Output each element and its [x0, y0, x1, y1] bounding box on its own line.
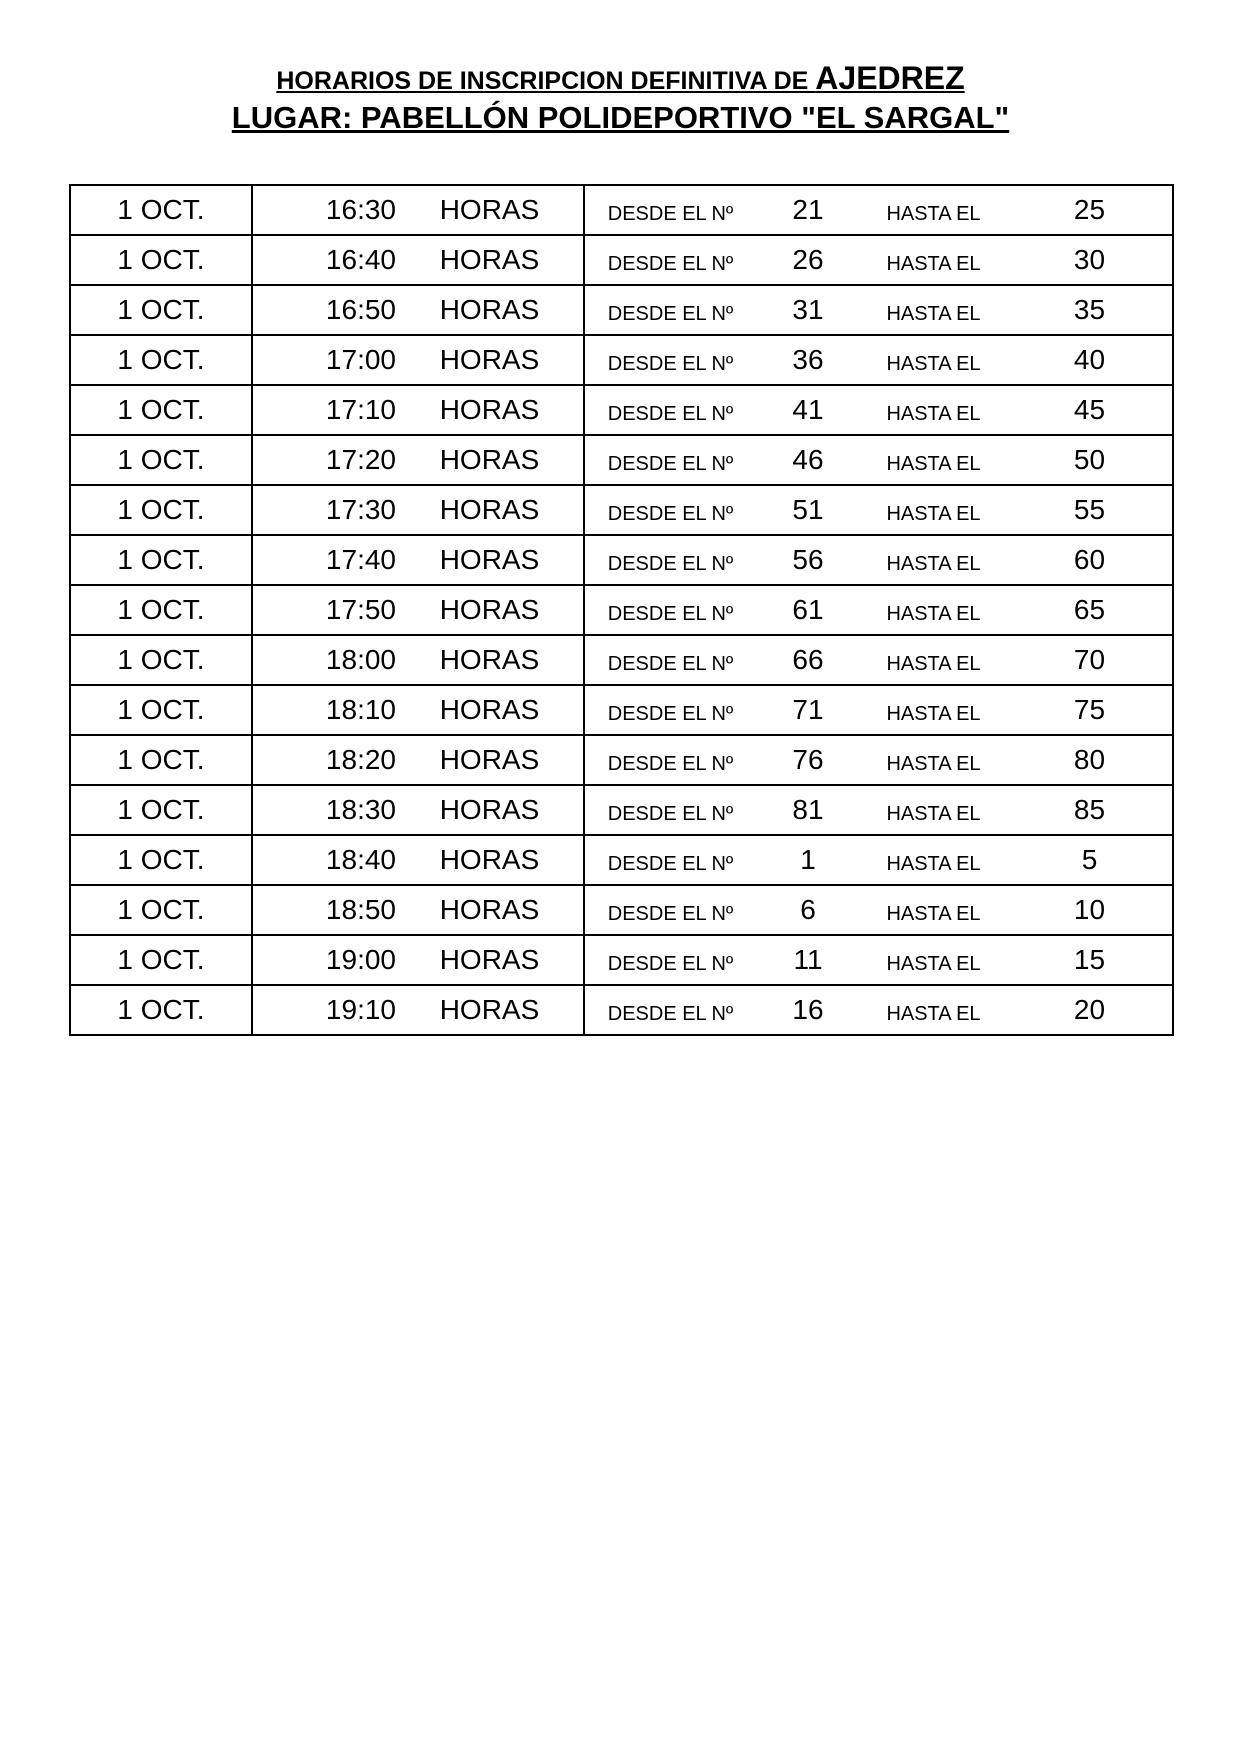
from-label-cell: DESDE EL Nº [584, 785, 756, 835]
from-number-cell: 31 [756, 285, 860, 335]
to-label-cell: HASTA EL [860, 585, 1007, 635]
to-number-cell: 10 [1007, 885, 1173, 935]
from-number-cell: 46 [756, 435, 860, 485]
date-cell: 1 OCT. [70, 885, 252, 935]
time-cell: 16:50 [252, 285, 396, 335]
unit-cell: HORAS [396, 285, 584, 335]
unit-cell: HORAS [396, 335, 584, 385]
time-cell: 18:30 [252, 785, 396, 835]
to-label-cell: HASTA EL [860, 235, 1007, 285]
from-number-cell: 81 [756, 785, 860, 835]
to-label-cell: HASTA EL [860, 685, 1007, 735]
from-label-cell: DESDE EL Nº [584, 285, 756, 335]
to-number-cell: 15 [1007, 935, 1173, 985]
time-cell: 19:00 [252, 935, 396, 985]
from-number-cell: 6 [756, 885, 860, 935]
table-row [70, 185, 1173, 235]
from-label-cell: DESDE EL Nº [584, 535, 756, 585]
to-label-cell: HASTA EL [860, 535, 1007, 585]
from-number-cell: 1 [756, 835, 860, 885]
to-label-cell: HASTA EL [860, 435, 1007, 485]
from-label-cell: DESDE EL Nº [584, 585, 756, 635]
from-label-cell: DESDE EL Nº [584, 635, 756, 685]
unit-cell: HORAS [396, 185, 584, 235]
to-label-cell: HASTA EL [860, 285, 1007, 335]
to-label-cell: HASTA EL [860, 185, 1007, 235]
from-number-cell: 11 [756, 935, 860, 985]
from-number-cell: 36 [756, 335, 860, 385]
to-label-cell: HASTA EL [860, 935, 1007, 985]
table-row [70, 885, 1173, 935]
table-row [70, 685, 1173, 735]
to-number-cell: 50 [1007, 435, 1173, 485]
to-number-cell: 70 [1007, 635, 1173, 685]
unit-cell: HORAS [396, 485, 584, 535]
date-cell: 1 OCT. [70, 935, 252, 985]
date-cell: 1 OCT. [70, 485, 252, 535]
unit-cell: HORAS [396, 535, 584, 585]
to-number-cell: 30 [1007, 235, 1173, 285]
from-number-cell: 71 [756, 685, 860, 735]
table-row [70, 535, 1173, 585]
to-label-cell: HASTA EL [860, 385, 1007, 435]
from-number-cell: 21 [756, 185, 860, 235]
table-row [70, 735, 1173, 785]
date-cell: 1 OCT. [70, 435, 252, 485]
table-row [70, 285, 1173, 335]
date-cell: 1 OCT. [70, 985, 252, 1035]
from-number-cell: 61 [756, 585, 860, 635]
to-number-cell: 40 [1007, 335, 1173, 385]
date-cell: 1 OCT. [70, 835, 252, 885]
date-cell: 1 OCT. [70, 785, 252, 835]
from-number-cell: 56 [756, 535, 860, 585]
date-cell: 1 OCT. [70, 235, 252, 285]
table-row [70, 785, 1173, 835]
unit-cell: HORAS [396, 635, 584, 685]
unit-cell: HORAS [396, 885, 584, 935]
table-row [70, 335, 1173, 385]
from-label-cell: DESDE EL Nº [584, 985, 756, 1035]
date-cell: 1 OCT. [70, 385, 252, 435]
unit-cell: HORAS [396, 785, 584, 835]
time-cell: 18:00 [252, 635, 396, 685]
time-cell: 17:40 [252, 535, 396, 585]
from-label-cell: DESDE EL Nº [584, 385, 756, 435]
from-number-cell: 41 [756, 385, 860, 435]
from-number-cell: 76 [756, 735, 860, 785]
to-number-cell: 45 [1007, 385, 1173, 435]
date-cell: 1 OCT. [70, 685, 252, 735]
time-cell: 17:20 [252, 435, 396, 485]
table-row [70, 385, 1173, 435]
from-number-cell: 26 [756, 235, 860, 285]
table-row [70, 435, 1173, 485]
from-number-cell: 51 [756, 485, 860, 535]
time-cell: 18:40 [252, 835, 396, 885]
unit-cell: HORAS [396, 685, 584, 735]
from-label-cell: DESDE EL Nº [584, 935, 756, 985]
unit-cell: HORAS [396, 385, 584, 435]
time-cell: 17:10 [252, 385, 396, 435]
unit-cell: HORAS [396, 735, 584, 785]
to-label-cell: HASTA EL [860, 885, 1007, 935]
time-cell: 18:20 [252, 735, 396, 785]
to-number-cell: 5 [1007, 835, 1173, 885]
page-subtitle: LUGAR: PABELLÓN POLIDEPORTIVO "EL SARGAL" [231, 100, 1010, 135]
date-cell: 1 OCT. [70, 185, 252, 235]
to-number-cell: 60 [1007, 535, 1173, 585]
time-cell: 17:00 [252, 335, 396, 385]
to-number-cell: 80 [1007, 735, 1173, 785]
schedule-table [69, 184, 1174, 1036]
to-label-cell: HASTA EL [860, 785, 1007, 835]
time-cell: 18:10 [252, 685, 396, 735]
from-label-cell: DESDE EL Nº [584, 185, 756, 235]
time-cell: 19:10 [252, 985, 396, 1035]
date-cell: 1 OCT. [70, 585, 252, 635]
page-title-prefix: HORARIOS DE INSCRIPCION DEFINITIVA DE [276, 67, 816, 95]
unit-cell: HORAS [396, 435, 584, 485]
date-cell: 1 OCT. [70, 635, 252, 685]
from-label-cell: DESDE EL Nº [584, 735, 756, 785]
unit-cell: HORAS [396, 985, 584, 1035]
to-label-cell: HASTA EL [860, 735, 1007, 785]
to-label-cell: HASTA EL [860, 985, 1007, 1035]
to-number-cell: 75 [1007, 685, 1173, 735]
to-number-cell: 55 [1007, 485, 1173, 535]
from-number-cell: 66 [756, 635, 860, 685]
table-row [70, 585, 1173, 635]
to-number-cell: 25 [1007, 185, 1173, 235]
from-label-cell: DESDE EL Nº [584, 335, 756, 385]
date-cell: 1 OCT. [70, 535, 252, 585]
unit-cell: HORAS [396, 235, 584, 285]
from-number-cell: 16 [756, 985, 860, 1035]
time-cell: 16:40 [252, 235, 396, 285]
time-cell: 17:50 [252, 585, 396, 635]
time-cell: 16:30 [252, 185, 396, 235]
to-number-cell: 20 [1007, 985, 1173, 1035]
from-label-cell: DESDE EL Nº [584, 835, 756, 885]
to-label-cell: HASTA EL [860, 635, 1007, 685]
to-number-cell: 85 [1007, 785, 1173, 835]
time-cell: 18:50 [252, 885, 396, 935]
to-label-cell: HASTA EL [860, 835, 1007, 885]
table-row [70, 485, 1173, 535]
page-title-activity: AJEDREZ [815, 60, 965, 96]
to-label-cell: HASTA EL [860, 485, 1007, 535]
date-cell: 1 OCT. [70, 735, 252, 785]
unit-cell: HORAS [396, 935, 584, 985]
page-title [0, 60, 1241, 97]
from-label-cell: DESDE EL Nº [584, 485, 756, 535]
unit-cell: HORAS [396, 585, 584, 635]
from-label-cell: DESDE EL Nº [584, 235, 756, 285]
table-row [70, 985, 1173, 1035]
from-label-cell: DESDE EL Nº [584, 885, 756, 935]
schedule-table-body [70, 185, 1173, 1035]
to-number-cell: 65 [1007, 585, 1173, 635]
date-cell: 1 OCT. [70, 335, 252, 385]
time-cell: 17:30 [252, 485, 396, 535]
date-cell: 1 OCT. [70, 285, 252, 335]
from-label-cell: DESDE EL Nº [584, 435, 756, 485]
to-label-cell: HASTA EL [860, 335, 1007, 385]
table-row [70, 235, 1173, 285]
table-row [70, 935, 1173, 985]
table-row [70, 635, 1173, 685]
unit-cell: HORAS [396, 835, 584, 885]
table-row [70, 835, 1173, 885]
to-number-cell: 35 [1007, 285, 1173, 335]
from-label-cell: DESDE EL Nº [584, 685, 756, 735]
